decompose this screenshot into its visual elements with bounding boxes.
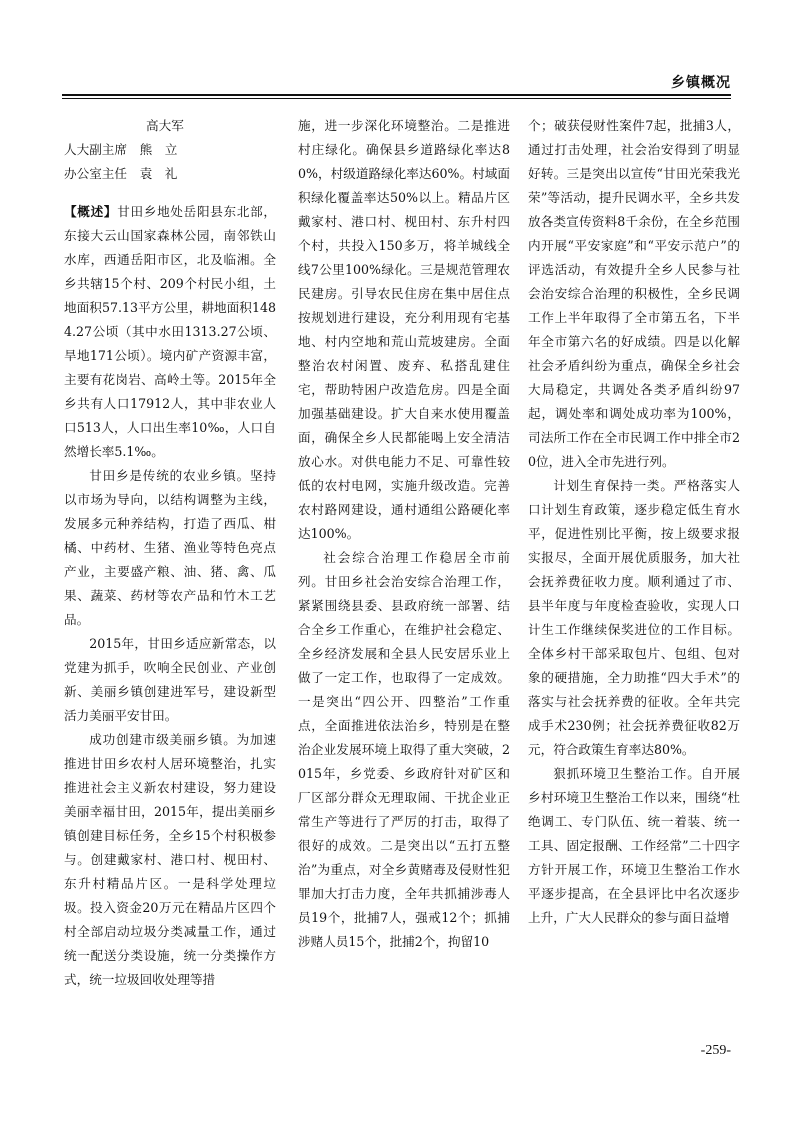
- running-header-section-title: 乡镇概况: [671, 75, 731, 91]
- paragraph: 社会综合治理工作稳居全市前列。甘田乡社会治安综合治理工作，紧紧围绕县委、县政府统一部署、结合全乡工作重心，在维护社会稳定、全乡经济发展和全县人民安居乐业上做了一定工作，也取得了一定成效。一是突出“四公开、四整治”工作重点，全面推进依法治乡，特别是在整治企业发展环境上取得了重大突破，2015年，乡党委、乡政府针对矿区和厂区部分群众无理取闹、干扰企业正常生产等进行了严厉的打击，取得了很好的成效。二是突出以“五打五整治”为重点，对全乡黄赌毒及侵财性犯罪加大打击力度，全年共抓捕涉毒人员19个，批捕7人，强戒12个；抓捕涉赌人员15个，批捕2个，拘留10: [298, 550, 510, 949]
- paragraph-continued: 个；破获侵财性案件7起，批捕3人，通过打击处理，社会治安得到了明显好转。三是突出以宣传“甘田光荣我光荣”等活动，提升民调水平，全乡共发放各类宣传资料8千余份，在全乡范围内开展“平安家庭”和“平安示范户”的评选活动，有效提升全乡人民参与社会治安综合治理的积极性，全乡民调工作上半年取得了全市第五名，下半年全市第六名的好成绩。四是以化解社会矛盾纠纷为重点，确保全乡社会大局稳定，共调处各类矛盾纠纷97起，调处率和调处成功率为100%，司法所工作在全市民调工作中排全市20位，进入全市先进行列。: [528, 118, 740, 469]
- officer-line: 高大军: [146, 118, 184, 133]
- overview-text: 甘田乡地处岳阳县东北部，东接大云山国家森林公园，南邻铁山水库，西通岳阳市区，北及临湘。全乡共辖15个村、209个村民小组，土地面积57.13平方公里，耕地面积1484.27公顷（其中水田1313.27公顷、旱地171公顷）。境内矿产资源丰富，主要有花岗岩、高岭土等。2015年全乡共有人口17912人，其中非农业人口513人，人口出生率10‰，人口自然增长率5.1‰。: [64, 204, 276, 459]
- paragraph: 狠抓环境卫生整治工作。自开展乡村环境卫生整治工作以来，围绕“杜绝调工、专门队伍、统一着装、统一工具、固定报酬、工作经常”二十四字方针开展工作，环境卫生整治工作水平逐步提高，在全县评比中名次逐步上升，广大人民群众的参与面日益增: [528, 766, 740, 925]
- paragraph: 计划生育保持一类。严格落实人口计划生育政策，逐步稳定低生育水平，促进性别比平衡，按上级要求报实报尽，全面开展优质服务，加大社会抚养费征收力度。顺利通过了市、县半年度与年度检查验收，实现人口计生工作继续保奖进位的工作目标。全体乡村干部采取包片、包组、包对象的硬措施，全力助推“四大手术”的落实与社会抚养费的征收。全年共完成手术230例；社会抚养费征收82万元，符合政策生育率达80%。: [528, 478, 740, 757]
- overview-tag: 【概述】: [64, 204, 118, 219]
- paragraph: 甘田乡是传统的农业乡镇。坚持以市场为导向，以结构调整为主线，发展多元种养结构，打造了西瓜、柑橘、中药材、生猪、渔业等特色亮点产业，主要盛产粮、油、猪、禽、瓜果、蔬菜、药材等农产品和竹木工艺品。: [64, 468, 276, 627]
- text-column-3: [528, 114, 740, 1019]
- overview-paragraph: [64, 200, 276, 464]
- page-number: -259-: [700, 1043, 731, 1058]
- header-rule-thin: [62, 98, 731, 99]
- officer-line: 办公室主任 袁 礼: [64, 166, 178, 181]
- header-rule-thick: [62, 94, 731, 96]
- paragraph: 成功创建市级美丽乡镇。为加速推进甘田乡农村人居环境整治，扎实推进社会主义新农村建设，努力建设美丽幸福甘田，2015年，提出美丽乡镇创建目标任务，全乡15个村积极参与。创建戴家村、港口村、枧田村、东升村精品片区。一是科学处理垃圾。投入资金20万元在精品片区四个村全部启动垃圾分类减量工作，通过统一配送分类设施，统一分类操作方式，统一垃圾回收处理等措: [64, 732, 276, 987]
- text-column-2: [298, 114, 510, 1019]
- text-column-1: [64, 114, 276, 1019]
- officer-line: 人大副主席 熊 立: [64, 142, 178, 157]
- paragraph-continued: 施，进一步深化环境整治。二是推进村庄绿化。确保县乡道路绿化率达80%，村级道路绿化率达60%。村域面积绿化覆盖率达50%以上。精品片区戴家村、港口村、枧田村、东升村四个村，共投入150多万，将羊城线全线7公里100%绿化。三是规范管理农民建房。引导农民住房在集中居住点按规划进行建设，充分利用现有宅基地、村内空地和荒山荒坡建房。全面整治农村闲置、废弃、私搭乱建住宅，帮助特困户改造危房。四是全面加强基础建设。扩大自来水使用覆盖面，确保全乡人民都能喝上安全清洁放心水。对供电能力不足、可靠性较低的农村电网，实施升级改造。完善农村路网建设，通村通组公路硬化率达100%。: [298, 118, 510, 541]
- paragraph: 2015年，甘田乡适应新常态，以党建为抓手，吹响全民创业、产业创新、美丽乡镇创建进军号，建设新型活力美丽平安甘田。: [64, 636, 276, 723]
